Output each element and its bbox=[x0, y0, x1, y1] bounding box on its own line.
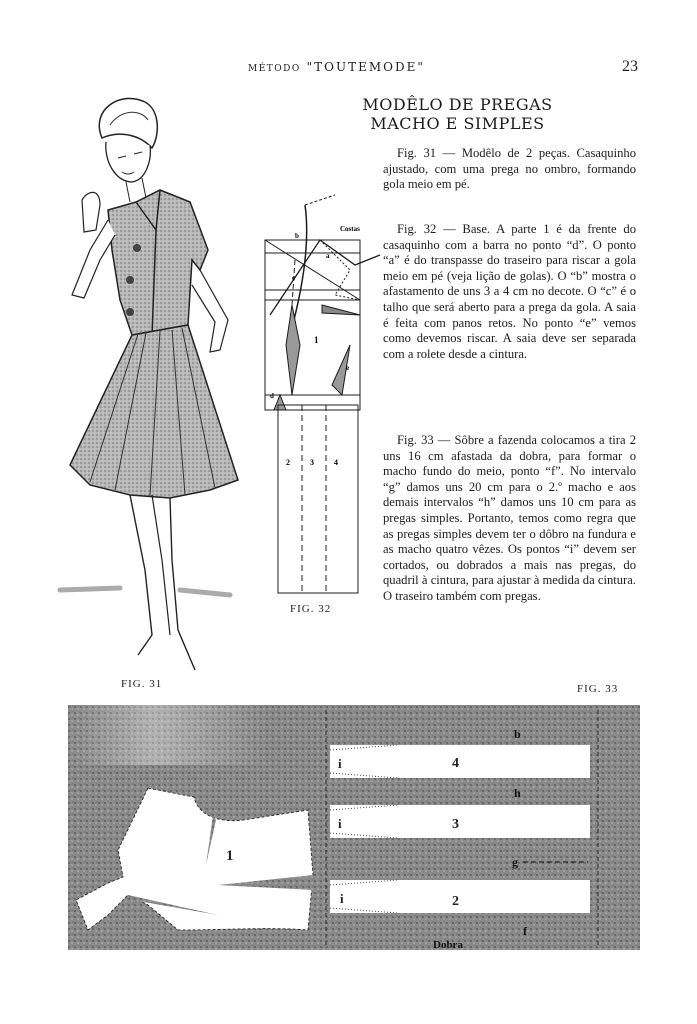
label-costas: Costas bbox=[340, 225, 360, 233]
label-part-4: 4 bbox=[334, 458, 338, 467]
running-head-title: "TOUTEMODE" bbox=[306, 60, 425, 74]
label-e: e bbox=[346, 364, 350, 372]
fig33-caption: FIG. 33 bbox=[577, 683, 619, 695]
label-top-interval: b bbox=[514, 727, 521, 741]
label-strip-4: 4 bbox=[452, 756, 459, 771]
label-piece-1: 1 bbox=[226, 848, 234, 864]
face bbox=[106, 142, 151, 182]
label-d: d bbox=[270, 392, 274, 400]
paragraph-fig32 bbox=[383, 222, 636, 362]
label-c: c bbox=[292, 274, 296, 282]
button-icon bbox=[133, 244, 141, 252]
paragraph-text: Fig. 32 — Base. A parte 1 é da frente do casaquinho com a barra no ponto “d”. O ponto “a” é do transpasse do traseiro para riscar a gola meio em pé (veja lição de golas). O “b” mostra o afastamento de uns 3 a 4 cm no decote. O “c” é o talho que será aberto para a prega da gola. A saia é feita com panos retos. No ponto “e” vemos como devemos riscar. A saia deve ser separada com a rolete desde a cintura. bbox=[383, 222, 636, 361]
section-title-line-1: MODÊLO DE PREGAS bbox=[362, 95, 553, 114]
hair bbox=[99, 98, 157, 148]
paragraph-fig33 bbox=[383, 433, 636, 605]
label-i: i bbox=[338, 756, 342, 771]
fig33-fabric-layout-photo bbox=[68, 705, 640, 950]
label-b: b bbox=[295, 232, 299, 240]
label-strip-2: 2 bbox=[452, 894, 459, 909]
label-i: i bbox=[340, 891, 344, 906]
paragraph-fig31 bbox=[383, 146, 636, 193]
paragraph-text: Fig. 33 — Sôbre a fazenda colocamos a tira 2 uns 16 cm afastada da dobra, para formar o macho fundo do meio, ponto “f”. No intervalo “g” damos uns 20 cm para o 2.º macho e aos demais intervalos “h” damos uns 10 cm para as pregas simples. Portanto, temos como regra que as pregas simples devem ter o dôbro na fundura e as macho quatro vêzes. Os pontos “i” devem ser cortados, ou dobrados a mais nas pregas, do quadril à cintura, para ajustar à medida da cintura. O traseiro também com pregas. bbox=[383, 433, 636, 603]
legs bbox=[130, 495, 195, 670]
label-strip-3: 3 bbox=[452, 817, 459, 832]
label-i: i bbox=[338, 816, 342, 831]
label-part-1: 1 bbox=[314, 335, 319, 345]
button-icon bbox=[126, 276, 134, 284]
label-a: a bbox=[326, 252, 330, 260]
section-title bbox=[340, 95, 575, 133]
label-dobra: Dobra bbox=[433, 939, 463, 951]
running-head-prefix: MÉTODO bbox=[248, 64, 301, 74]
strip-4 bbox=[330, 745, 590, 778]
button-icon bbox=[126, 308, 134, 316]
running-head bbox=[248, 60, 425, 74]
page-number: 23 bbox=[622, 58, 638, 75]
label-g: g bbox=[512, 855, 518, 869]
fig32-pattern-diagram bbox=[250, 195, 385, 600]
fig31-caption: FIG. 31 bbox=[121, 678, 163, 690]
fig31-illustration bbox=[60, 90, 260, 680]
fig32-caption: FIG. 32 bbox=[290, 603, 332, 615]
skirt-block bbox=[278, 405, 358, 593]
strip-2 bbox=[330, 880, 590, 913]
label-f: f bbox=[523, 924, 527, 938]
label-h: h bbox=[514, 786, 521, 800]
label-part-2: 2 bbox=[286, 458, 290, 467]
section-title-line-2: MACHO E SIMPLES bbox=[370, 114, 545, 133]
strip-3 bbox=[330, 805, 590, 838]
label-part-3: 3 bbox=[310, 458, 314, 467]
paragraph-text: Fig. 31 — Modêlo de 2 peças. Casaquinho ajustado, com uma prega no ombro, formando gola meio em pé. bbox=[383, 146, 636, 192]
